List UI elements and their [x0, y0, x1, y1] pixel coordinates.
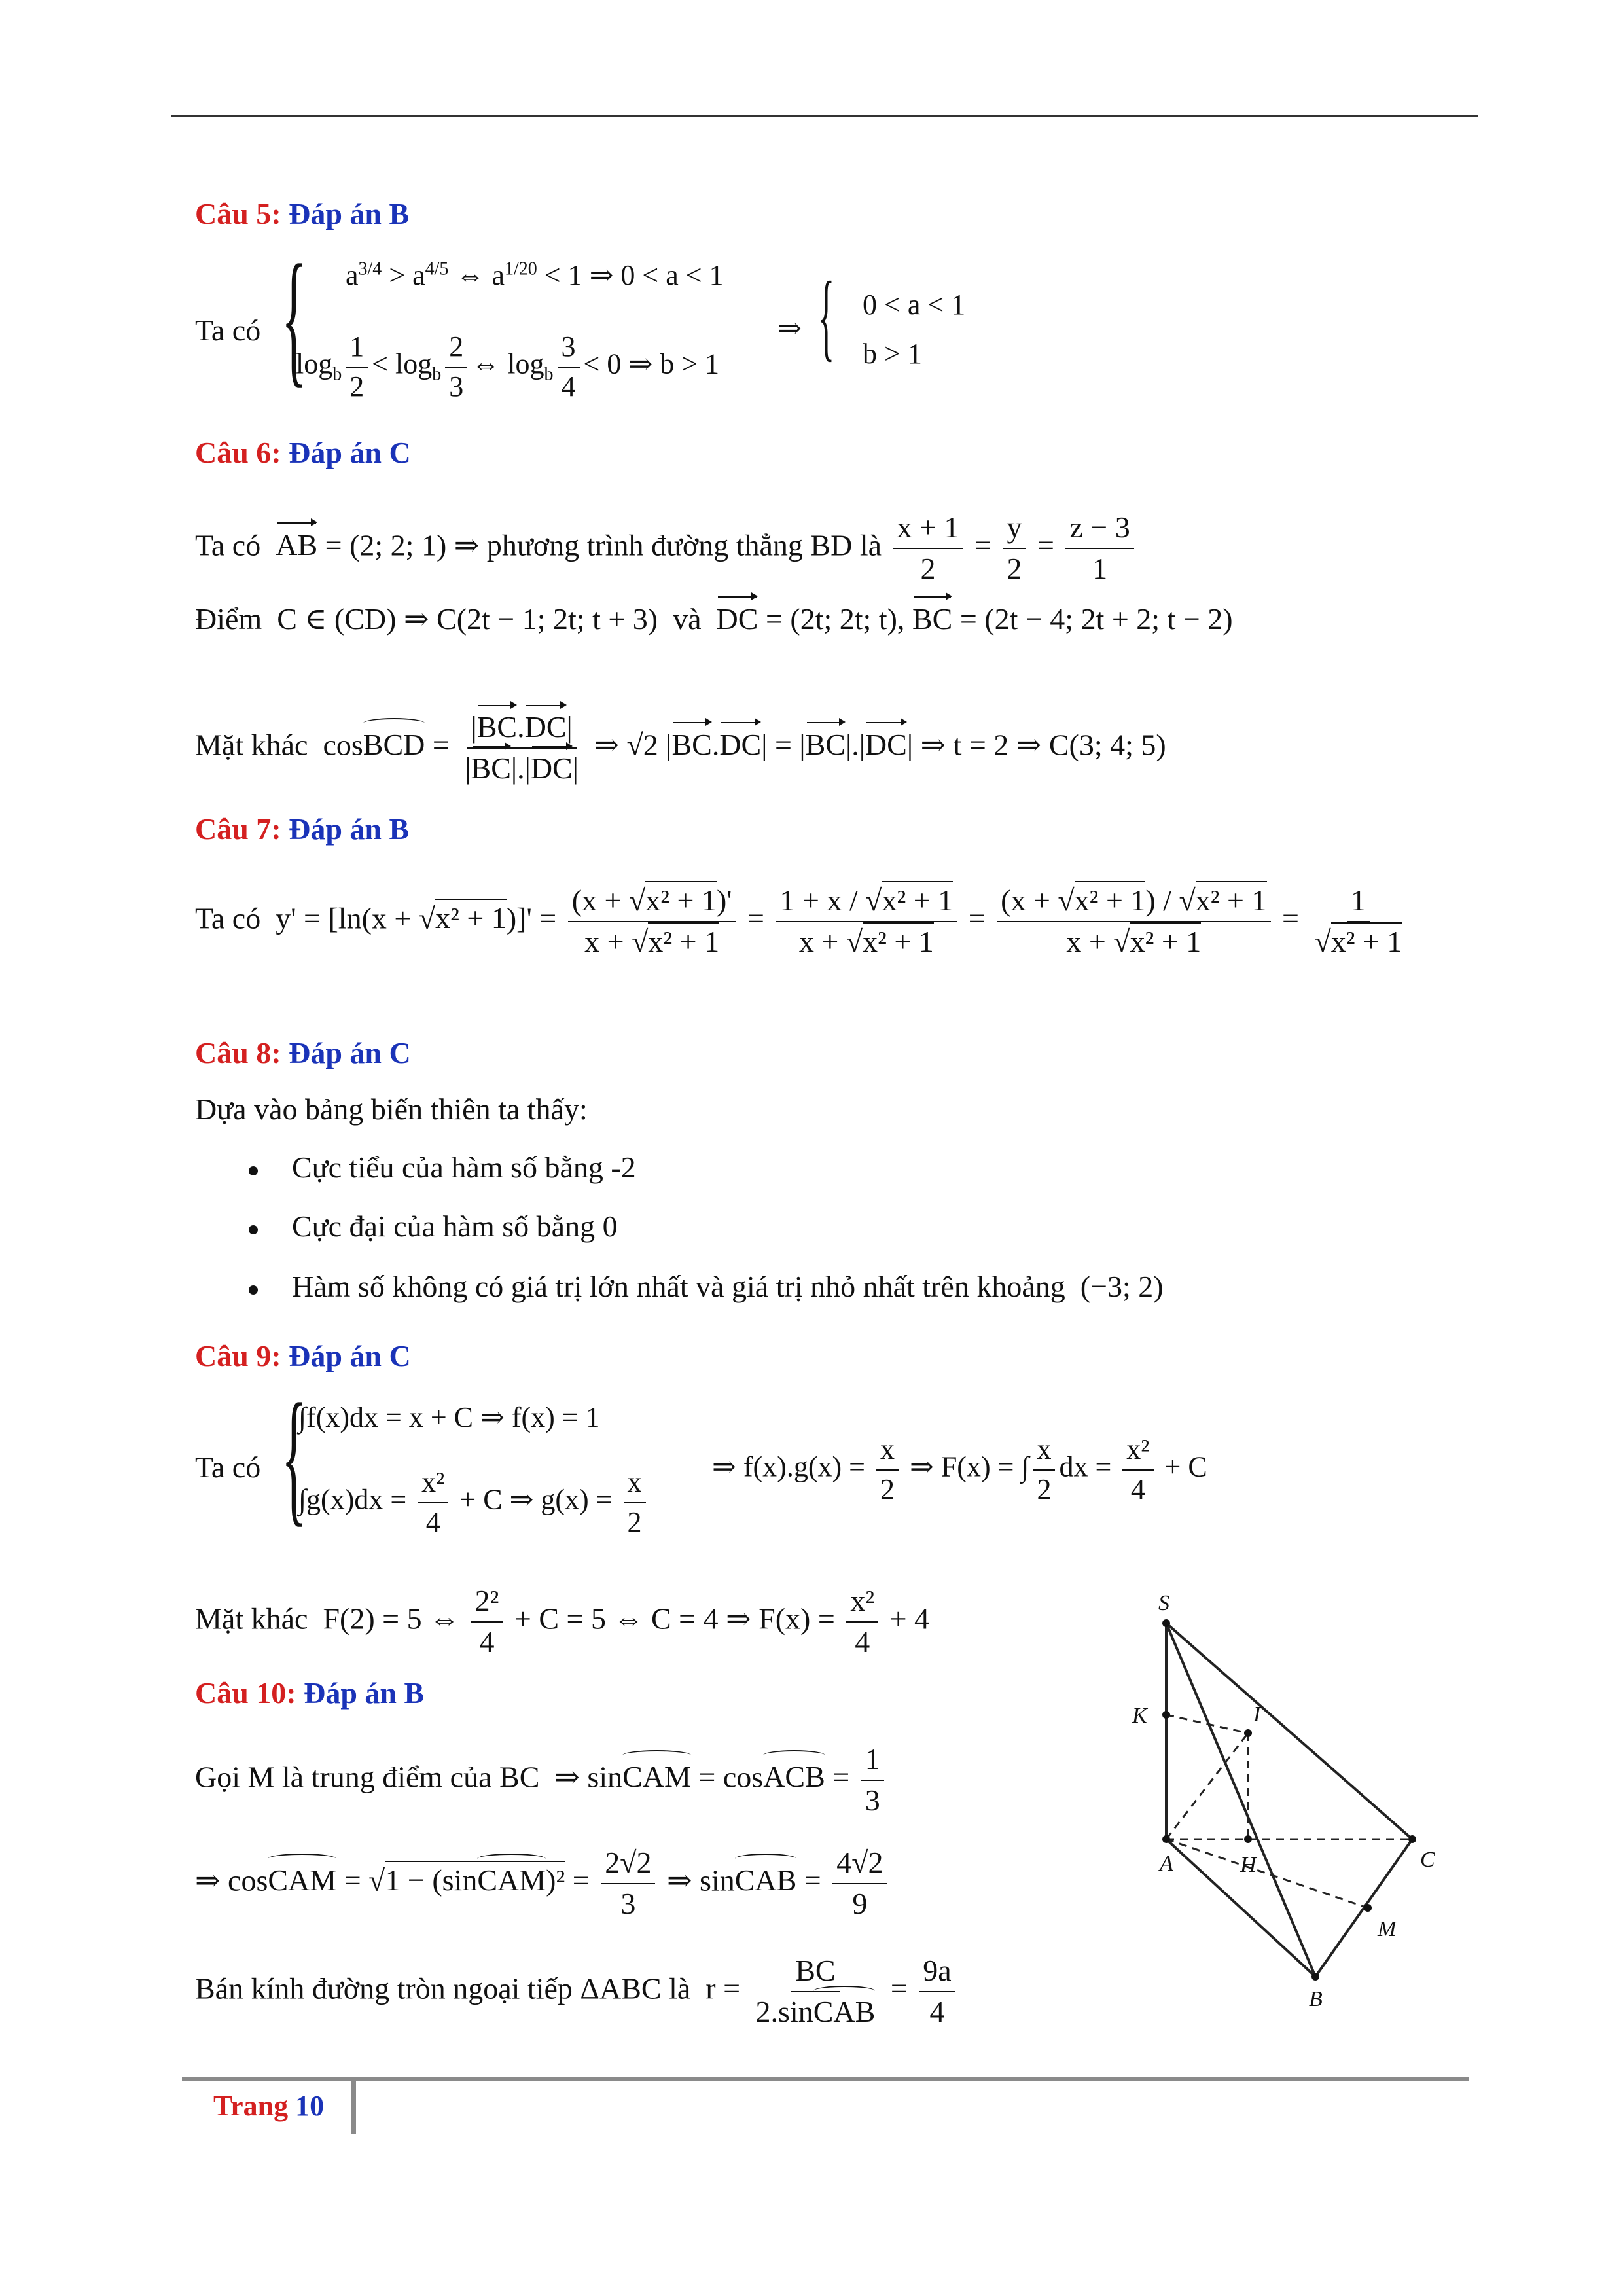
label-C: C: [1420, 1848, 1435, 1872]
page-number: Trang 10: [213, 2090, 325, 2122]
q5-eq-line1: $a^{3/4} > a^{4/5}$ ⇔ $a^{1/20} < 1$ ⇒ 0 < a < 1: [346, 259, 724, 291]
q6-line1: Ta có AB = (2; 2; 1) ⇒ phương trình đường thẳng BD là $\frac{x + 1}{2}$ = $\frac{y}{2}$ = $\frac{z - 3}{1}$: [195, 511, 1138, 586]
q5-result-2: b > 1: [863, 338, 922, 370]
pyramid-figure: [1113, 1584, 1479, 2016]
question-5-heading: Câu 5: Đáp án B: [195, 197, 410, 230]
label-I: I: [1253, 1702, 1261, 1727]
label-K: K: [1132, 1704, 1147, 1728]
footer-rule: [182, 2077, 1469, 2081]
q5-left-brace: {: [281, 234, 307, 401]
q6-line2: Điểm C ∈ (CD) ⇒ C(2t − 1; 2t; t + 3) và DC = (2t; 2t; t), BC = (2t − 4; 2t + 2; t − 2): [195, 602, 1233, 636]
q5-eq-line2: $\log_b$ $\frac{1}{2}$ < $\log_b$ $\frac{2}{3}$ ⇔ $\log_b$ $\frac{3}{4}$ < 0 ⇒ b > 1: [296, 331, 720, 403]
q8-intro: Dựa vào bảng biến thiên ta thấy:: [195, 1092, 588, 1126]
bullet-icon: [249, 1285, 258, 1295]
q5-implies: ⇒: [777, 312, 802, 344]
q8-bullet-3: Hàm số không có giá trị lớn nhất và giá trị nhỏ nhất trên khoảng (−3; 2): [292, 1270, 1164, 1303]
q8-bullet-2: Cực đại của hàm số bằng 0: [292, 1210, 618, 1243]
label-M: M: [1378, 1917, 1397, 1941]
q10-line3: Bán kính đường tròn ngoại tiếp ΔABC là r = $\frac{BC}{\text{2.sinCAB}}$ = $\frac{9a}{4}$: [195, 1954, 959, 2030]
label-B: B: [1309, 1987, 1323, 2011]
q5-taco: Ta có: [195, 314, 261, 347]
q9-eq-line1: ∫f(x)dx = x + C ⇒ f(x) = 1: [298, 1401, 600, 1433]
q9-taco: Ta có: [195, 1450, 261, 1484]
question-6-heading: Câu 6: Đáp án C: [195, 436, 411, 469]
q9-eq-line2: ∫g(x)dx = $\frac{\text{x²}}{4}$ + C ⇒ g(x) = $\frac{x}{2}$: [298, 1466, 650, 1539]
q8-bullet-1: Cực tiểu của hàm số bằng -2: [292, 1151, 636, 1184]
q10-line1: Gọi M là trung điểm của BC ⇒ sinCAM = cosACB = $\frac{1}{3}$: [195, 1742, 888, 1818]
q7-derivative: Ta có y' = [ln(x + √x² + 1)]' = $\frac{\text{(x + √x² + 1)'}}{\text{x + √x² + 1}}$ = $\frac{\text{1 + x / √x² + 1}}{\text{x + √x² + 1}}$ = $\frac{\text{(x + √x² + 1) / √x² + 1}}{\text{x + √x² + 1}}$ = $\frac{1}{\text{√x² + 1}}$: [195, 884, 1410, 960]
header-rule: [171, 115, 1478, 117]
footer-separator: [351, 2077, 356, 2134]
label-H: H: [1240, 1853, 1257, 1877]
question-9-heading: Câu 9: Đáp án C: [195, 1339, 411, 1372]
q5-right-brace: {: [818, 262, 835, 370]
q10-line2: ⇒ cosCAM = √1 − (sinCAM)² = $\frac{2√2}{3}$ ⇒ sinCAB = $\frac{4√2}{9}$: [195, 1846, 891, 1922]
bullet-icon: [249, 1225, 258, 1234]
label-S: S: [1158, 1591, 1169, 1615]
q6-line3: Mặt khác cosBCD = $\frac{|BC.DC|}{|BC|.|DC|}$ ⇒ √2 |BC.DC| = |BC|.|DC| ⇒ t = 2 ⇒ C(3; 4; 5): [195, 710, 1166, 785]
question-8-heading: Câu 8: Đáp án C: [195, 1036, 411, 1069]
bullet-icon: [249, 1166, 258, 1175]
q5-result-1: 0 < a < 1: [863, 289, 966, 321]
q9-line2: Mặt khác F(2) = 5 ⇔ $\frac{\text{2²}}{4}$ + C = 5 ⇔ C = 4 ⇒ F(x) = $\frac{\text{x²}}{4}$ + 4: [195, 1584, 930, 1659]
q9-left-brace: {: [281, 1372, 307, 1539]
label-A: A: [1160, 1852, 1173, 1876]
q9-result: ⇒ f(x).g(x) = $\frac{x}{2}$ ⇒ F(x) = ∫ $\frac{x}{2}$ dx = $\frac{\text{x²}}{4}$ + C: [712, 1433, 1207, 1505]
question-10-heading: Câu 10: Đáp án B: [195, 1676, 425, 1710]
question-7-heading: Câu 7: Đáp án B: [195, 812, 410, 846]
